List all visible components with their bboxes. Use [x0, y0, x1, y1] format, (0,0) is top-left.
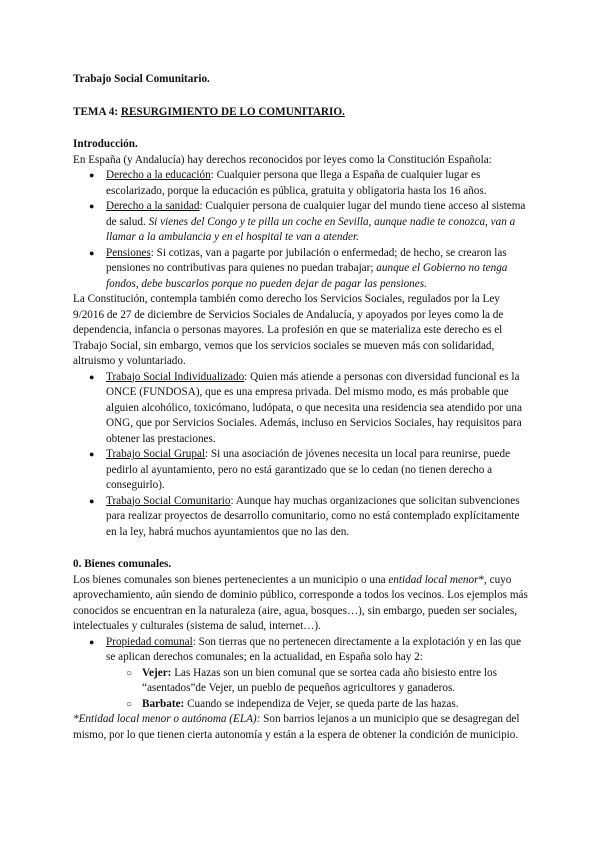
list-item — [73, 494, 529, 541]
right-term: Pensiones — [106, 246, 151, 259]
right-text: : Cualquier persona de cualquier lugar del mundo tiene acceso al sistema de salud. — [106, 200, 526, 228]
commons-sublist — [73, 666, 529, 713]
type-term: Trabajo Social Comunitario — [106, 494, 231, 507]
paragraph-text: *, cuyo aprovechamiento, aún siendo de dominio público, corresponde a todos los vecinos. Los ejemplos más conocidos se encuentran en la naturaleza (aire, agua, bosques…), sin embargo, pueden ser sociales, intelectuales y culturales (sistema de salud, internet…). — [73, 573, 528, 632]
item-text: : Son tierras que no pertenecen directamente a la explotación y en las que se aplican derechos comunales; en la actualidad, en España solo hay 2: — [106, 635, 522, 663]
item-term: Propiedad comunal — [106, 635, 193, 648]
right-italic: Si vienes del Congo y te pilla un coche en Sevilla, aunque nadie te conozca, van a llamar a la ambulancia y en el hospital te van a atender. — [106, 215, 516, 243]
commons-list — [73, 635, 529, 666]
course-title: Trabajo Social Comunitario. — [73, 73, 210, 85]
social-work-types-list — [73, 370, 529, 541]
type-term: Trabajo Social Individualizado — [106, 370, 245, 383]
subitem-text: Cuando se independiza de Vejer, se queda parte de las hazas. — [184, 697, 459, 710]
bullet-icon: ● — [89, 201, 95, 211]
circle-bullet-icon: ○ — [126, 667, 133, 679]
bullet-icon: ● — [89, 170, 95, 180]
unit-name: RESURGIMIENTO DE LO COMUNITARIO. — [120, 105, 345, 118]
bullet-icon: ● — [89, 636, 95, 647]
right-text: : Si cotizas, van a pagarte por jubilación o enfermedad; de hecho, se crearon las pensiones no contributivas para quienes no puedan trabajar; — [106, 246, 507, 274]
type-text: : Si una asociación de jóvenes necesita un local para reunirse, puede pedirlo al ayuntamiento, pero no está garantizado que se lo cedan (no tienen derecho a conseguirlo). — [106, 448, 511, 491]
subitem-label: Barbate: — [142, 697, 185, 710]
list-item — [73, 635, 529, 666]
list-item — [73, 370, 529, 448]
sublist-item — [73, 697, 529, 713]
bullet-icon: ● — [89, 495, 95, 506]
footnote-text: Son barrios lejanos a un municipio que se desagregan del mismo, por lo que tienen cierta autonomía y están a la espera de obtener la condición de municipio. — [73, 713, 520, 741]
right-term: Derecho a la educación — [106, 169, 211, 181]
footnote — [73, 712, 529, 743]
rights-list — [73, 168, 529, 292]
right-text: : Cualquier persona que llega a España de cualquier lugar es escolarizado, porque la educación es pública, gratuita y obligatoria hasta los 16 años. — [106, 169, 487, 197]
section-paragraph — [73, 573, 529, 635]
unit-title — [73, 105, 529, 121]
list-item — [73, 199, 529, 246]
type-text: : Quien más atiende a personas con diversidad funcional es la ONCE (FUNDOSA), que es una empresa privada. Del mismo modo, es más probable que alguien alcohólico, toxicómano, ludópata, o que necesita una residencia sea atendido por una ONG, que por Servicios Sociales. Además, incluso en Servicios Sociales, hay requisitos para obtener las prestaciones. — [106, 370, 522, 445]
right-italic: aunque el Gobierno no tenga fondos, debe buscarlos porque no pueden dejar de pagar las pensiones. — [106, 262, 508, 290]
paragraph-text: Los bienes comunales son bienes pertenecientes a un municipio o una — [73, 573, 389, 586]
document-body — [73, 72, 529, 743]
subitem-label: Vejer: — [142, 666, 172, 679]
circle-bullet-icon: ○ — [126, 698, 133, 710]
bullet-icon: ● — [89, 371, 95, 382]
subitem-text: Las Hazas son un bien comunal que se sortea cada año bisiesto entre los “asentados”de Vejer, un pueblo de pequeños agricultores y ganaderos. — [142, 666, 497, 694]
type-text: : Aunque hay muchas organizaciones que solicitan subvenciones para realizar proyectos de desarrollo comunitario, como no está contemplado explícitamente en la ley, habrá muchos ayuntamientos que no las den. — [106, 494, 520, 538]
spacer — [73, 540, 529, 557]
intro-paragraph: La Constitución, contempla también como derecho los Servicios Sociales, regulados por la Ley 9/2016 de 27 de diciembre de Servicios Sociales de Andalucía, y apoyados por leyes como la de dependencia, infancia o personas mayores. La profesión en que se materializa este derecho es el Trabajo Social, sin embargo, vemos que los servicios sociales se mueven más con solidaridad, altruismo y voluntariado. — [73, 293, 504, 367]
footnote-term: *Entidad local menor o autónoma (ELA): — [73, 713, 261, 725]
bullet-icon: ● — [89, 449, 95, 459]
bullet-icon: ● — [89, 247, 95, 258]
section-heading: 0. Bienes comunales. — [73, 558, 172, 570]
right-term: Derecho a la sanidad — [106, 200, 200, 212]
paragraph-italic: entidad local menor — [388, 573, 479, 586]
intro-lead: En España (y Andalucía) hay derechos reconocidos por leyes como la Constitución Española: — [73, 153, 492, 166]
list-item — [73, 168, 529, 199]
list-item — [73, 246, 529, 293]
unit-prefix: TEMA 4: — [73, 105, 121, 118]
intro-heading: Introducción. — [73, 138, 138, 150]
sublist-item — [73, 666, 529, 697]
type-term: Trabajo Social Grupal — [106, 448, 206, 460]
list-item — [73, 447, 529, 494]
